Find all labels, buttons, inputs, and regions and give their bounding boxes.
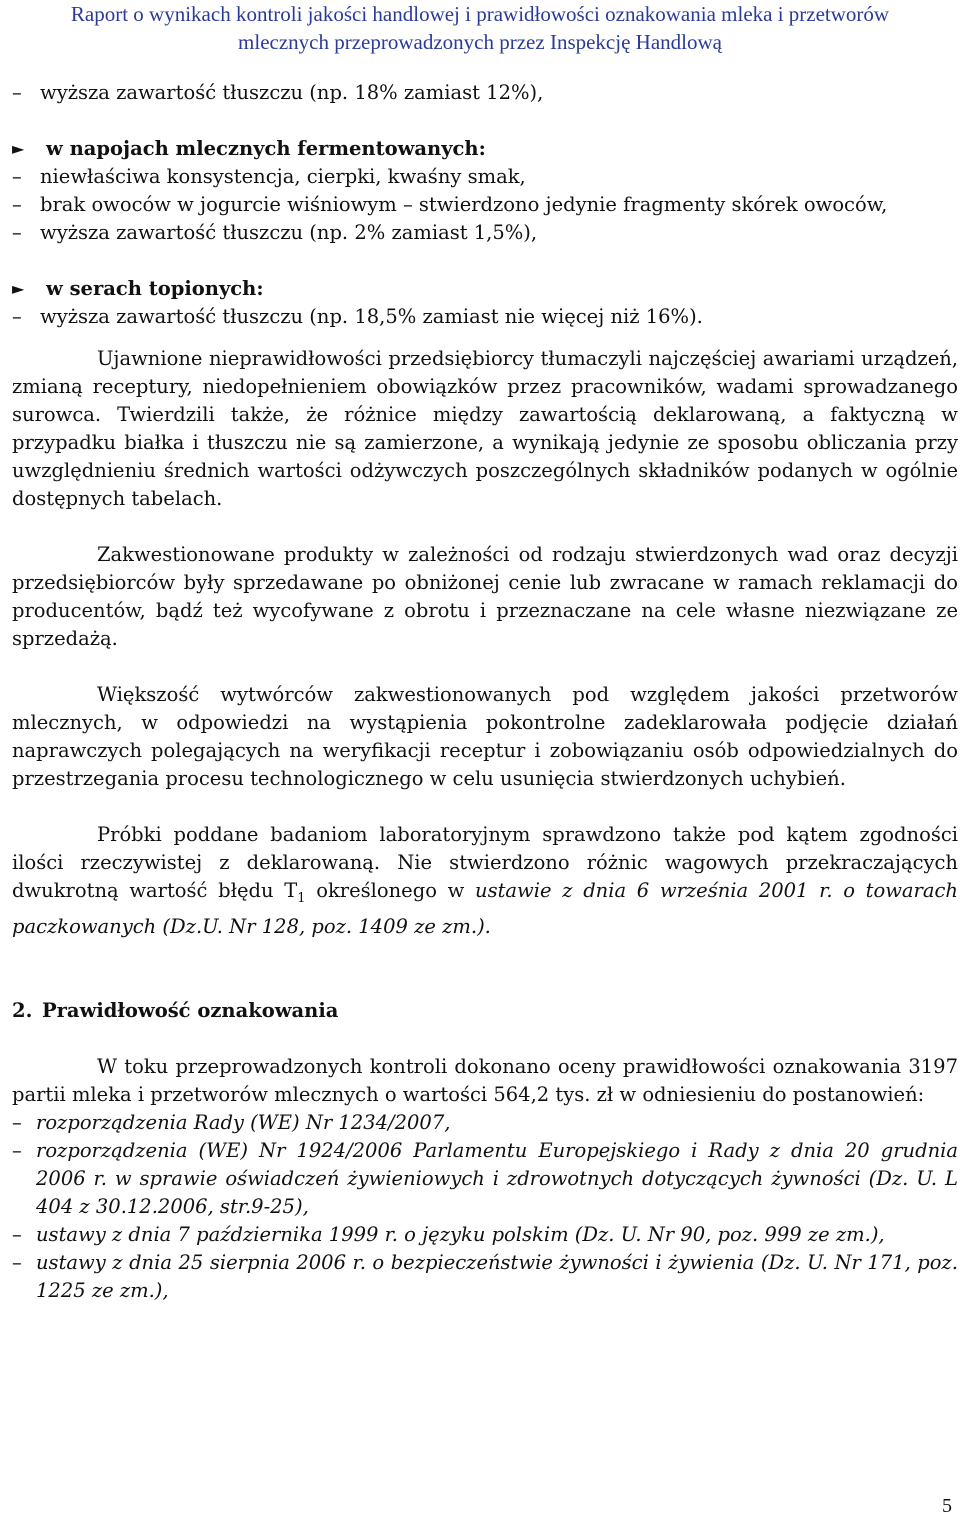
paragraph-text: określonego w xyxy=(305,879,476,902)
list-item xyxy=(12,1249,958,1305)
header-line-1: Raport o wynikach kontroli jakości handlowej i prawidłowości oznakowania mleka i przetworów xyxy=(70,2,890,26)
dash-bullet: – xyxy=(12,193,22,216)
dash-bullet: – xyxy=(12,1110,22,1134)
list-item xyxy=(12,79,958,107)
list-item xyxy=(12,219,958,247)
list-item xyxy=(12,1221,958,1249)
dash-bullet: – xyxy=(12,221,22,244)
page-number: 5 xyxy=(942,1495,952,1517)
paragraph: Zakwestionowane produkty w zależności od rodzaju stwierdzonych wad oraz decyzji przedsiębiorców były sprzedawane po obniżonej cenie lub zwracane w ramach reklamacji do producentów, bądź też wycofywane z obrotu i przeznaczane na cele własne niezwiązane ze sprzedażą. xyxy=(12,543,958,650)
arrow-bullet-icon: ► xyxy=(12,279,25,298)
section-title: Prawidłowość oznakowania xyxy=(42,998,339,1022)
report-header xyxy=(0,0,960,56)
list-item xyxy=(12,1109,958,1137)
subsection-heading xyxy=(12,275,958,303)
subsection-title: w serach topionych: xyxy=(46,277,264,300)
page-content xyxy=(12,79,958,1305)
regulation-text: rozporządzenia Rady (WE) Nr 1234/2007, xyxy=(36,1110,451,1134)
regulations-list xyxy=(12,1109,958,1305)
list-item-text: wyższa zawartość tłuszczu (np. 2% zamiast 1,5%), xyxy=(40,221,538,244)
paragraph xyxy=(12,821,958,941)
dash-bullet: – xyxy=(12,305,22,328)
dash-bullet: – xyxy=(12,81,22,104)
dash-bullet: – xyxy=(12,1222,22,1246)
arrow-bullet-icon: ► xyxy=(12,139,25,158)
paragraph: Większość wytwórców zakwestionowanych pod względem jakości przetworów mlecznych, w odpowiedzi na wystąpienia pokontrolne zadeklarowała podjęcie działań naprawczych polegających na weryfikacji receptur i zobowiązaniu osób odpowiedzialnych do przestrzegania procesu technologicznego w celu usunięcia stwierdzonych uchybień. xyxy=(12,683,958,790)
subscript: 1 xyxy=(297,890,306,906)
subsection-title: w napojach mlecznych fermentowanych: xyxy=(46,137,486,160)
list-item xyxy=(12,303,958,331)
list-item-text: niewłaściwa konsystencja, cierpki, kwaśny smak, xyxy=(40,165,526,188)
regulation-text: ustawy z dnia 7 października 1999 r. o języku polskim (Dz. U. Nr 90, poz. 999 ze zm.), xyxy=(36,1222,885,1246)
section-number: 2. xyxy=(12,998,33,1022)
header-line-2: mlecznych przeprowadzonych przez Inspekcję Handlową xyxy=(238,30,722,54)
list-item xyxy=(12,163,958,191)
list-item-text: brak owoców w jogurcie wiśniowym – stwierdzono jedynie fragmenty skórek owoców, xyxy=(40,193,888,216)
subsection-heading xyxy=(12,135,958,163)
paragraph: W toku przeprowadzonych kontroli dokonano oceny prawidłowości oznakowania 3197 partii mleka i przetworów mlecznych o wartości 564,2 tys. zł w odniesieniu do postanowień: xyxy=(12,1054,958,1106)
paragraph: Ujawnione nieprawidłowości przedsiębiorcy tłumaczyli najczęściej awariami urządzeń, zmianą receptury, niedopełnieniem obowiązków przez pracowników, wadami sprowadzanego surowca. Twierdzili także, że różnice między zawartością deklarowaną, a faktyczną w przypadku białka i tłuszczu nie są zamierzone, a wynikają jedynie ze sposobu obliczania przy uwzględnieniu średnich wartości odżywczych poszczególnych składników podanych w ogólnie dostępnych tabelach. xyxy=(12,347,958,510)
list-item xyxy=(12,1137,958,1221)
regulation-text: rozporządzenia (WE) Nr 1924/2006 Parlamentu Europejskiego i Rady z dnia 20 grudnia 2006 r. w sprawie oświadczeń żywieniowych i zdrowotnych dotyczących żywności (Dz. U. L 404 z 30.12.2006, str.9-25), xyxy=(36,1138,958,1218)
list-item-text: wyższa zawartość tłuszczu (np. 18% zamiast 12%), xyxy=(40,81,544,104)
regulation-text: ustawy z dnia 25 sierpnia 2006 r. o bezpieczeństwie żywności i żywienia (Dz. U. Nr 171, poz. 1225 ze zm.), xyxy=(36,1250,958,1302)
paragraph-text: Próbki poddane badaniom laboratoryjnym sprawdzono także pod kątem zgodności ilości rzeczywistej z deklarowaną. Nie stwierdzono różnic wagowych przekraczających dwukrotną wartość błędu T xyxy=(12,823,958,902)
dash-bullet: – xyxy=(12,165,22,188)
section-heading xyxy=(12,997,958,1025)
act-citation: ustawie z dnia 6 września 2001 r. o towarach paczkowanych (Dz.U. Nr 128, poz. 1409 ze zm.). xyxy=(12,879,958,938)
dash-bullet: – xyxy=(12,1250,22,1274)
list-item-text: wyższa zawartość tłuszczu (np. 18,5% zamiast nie więcej niż 16%). xyxy=(40,305,703,328)
dash-bullet: – xyxy=(12,1138,22,1162)
list-item xyxy=(12,191,958,219)
